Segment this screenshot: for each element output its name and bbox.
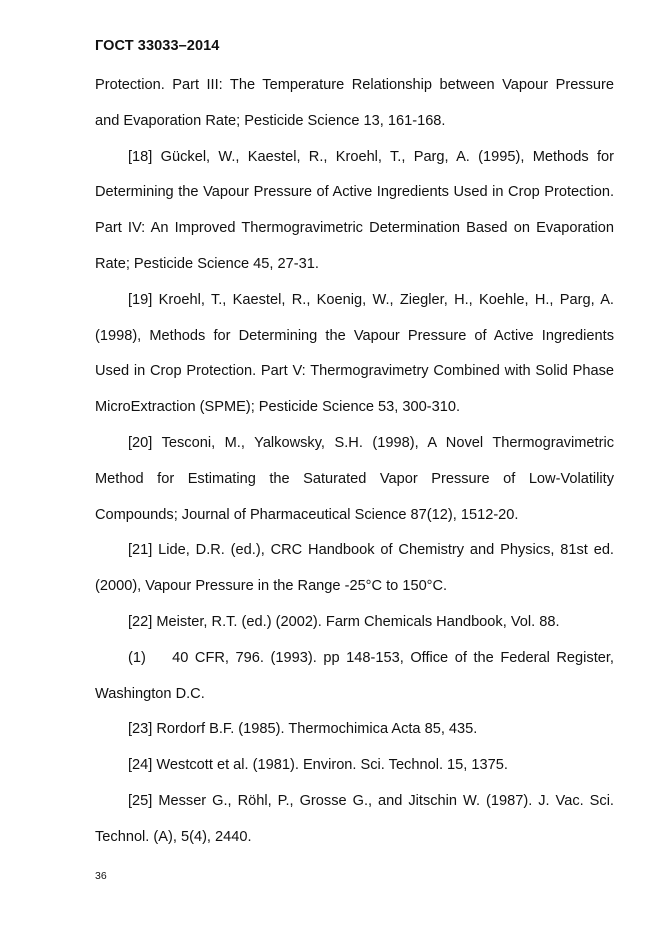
reference-18: [18] Gückel, W., Kaestel, R., Kroehl, T., Parg, A. (1995), Methods for Determining the Vapour Pressure of Active Ingredients Used in Crop Protection. Part IV: An Improved Thermogravimetric Determination Based on Evaporation Rate; Pesticide Science 45, 27-31. — [95, 148, 614, 272]
page-number: 36 — [95, 870, 107, 882]
reference-20: [20] Tesconi, M., Yalkowsky, S.H. (1998), A Novel Thermogravimetric Method for Estimating the Saturated Vapor Pressure of Low-Volatility Compounds; Journal of Pharmaceutical Science 87(12), 1512-20. — [95, 434, 614, 523]
reference-22: [22] Meister, R.T. (ed.) (2002). Farm Chemicals Handbook, Vol. 88. — [128, 613, 560, 630]
reference-21: [21] Lide, D.R. (ed.), CRC Handbook of Chemistry and Physics, 81st ed.(2000), Vapour Pressure in the Range -25°C to 150°C. — [95, 542, 614, 595]
reference-note-1: (1) 40 CFR, 796. (1993). pp 148-153, Office of the Federal Register, Washington D.C. — [95, 649, 619, 702]
reference-continuation: Protection. Part III: The Temperature Relationship between Vapour Pressure and Evaporation Rate; Pesticide Science 13, 161-168. — [95, 77, 614, 129]
reference-23: [23] Rordorf B.F. (1985). Thermochimica Acta 85, 435. — [128, 721, 478, 738]
reference-24: [24] Westcott et al. (1981). Environ. Sci. Technol. 15, 1375. — [128, 757, 508, 774]
reference-19: [19] Kroehl, T., Kaestel, R., Koenig, W., Ziegler, H., Koehle, H., Parg, A. (1998), Methods for Determining the Vapour Pressure of Active Ingredients Used in Crop Protection. Part V: Thermogravimetry Combined with Solid Phase MicroExtraction (SPME); Pesticide Science 53, 300-310. — [95, 291, 614, 416]
reference-25: [25] Messer G., Röhl, P., Grosse G., and Jitschin W. (1987). J. Vac. Sci. Technol. (A), 5(4), 2440. — [95, 792, 614, 845]
reference-list — [95, 68, 619, 856]
document-header: ГОСТ 33033–2014 — [95, 38, 220, 54]
